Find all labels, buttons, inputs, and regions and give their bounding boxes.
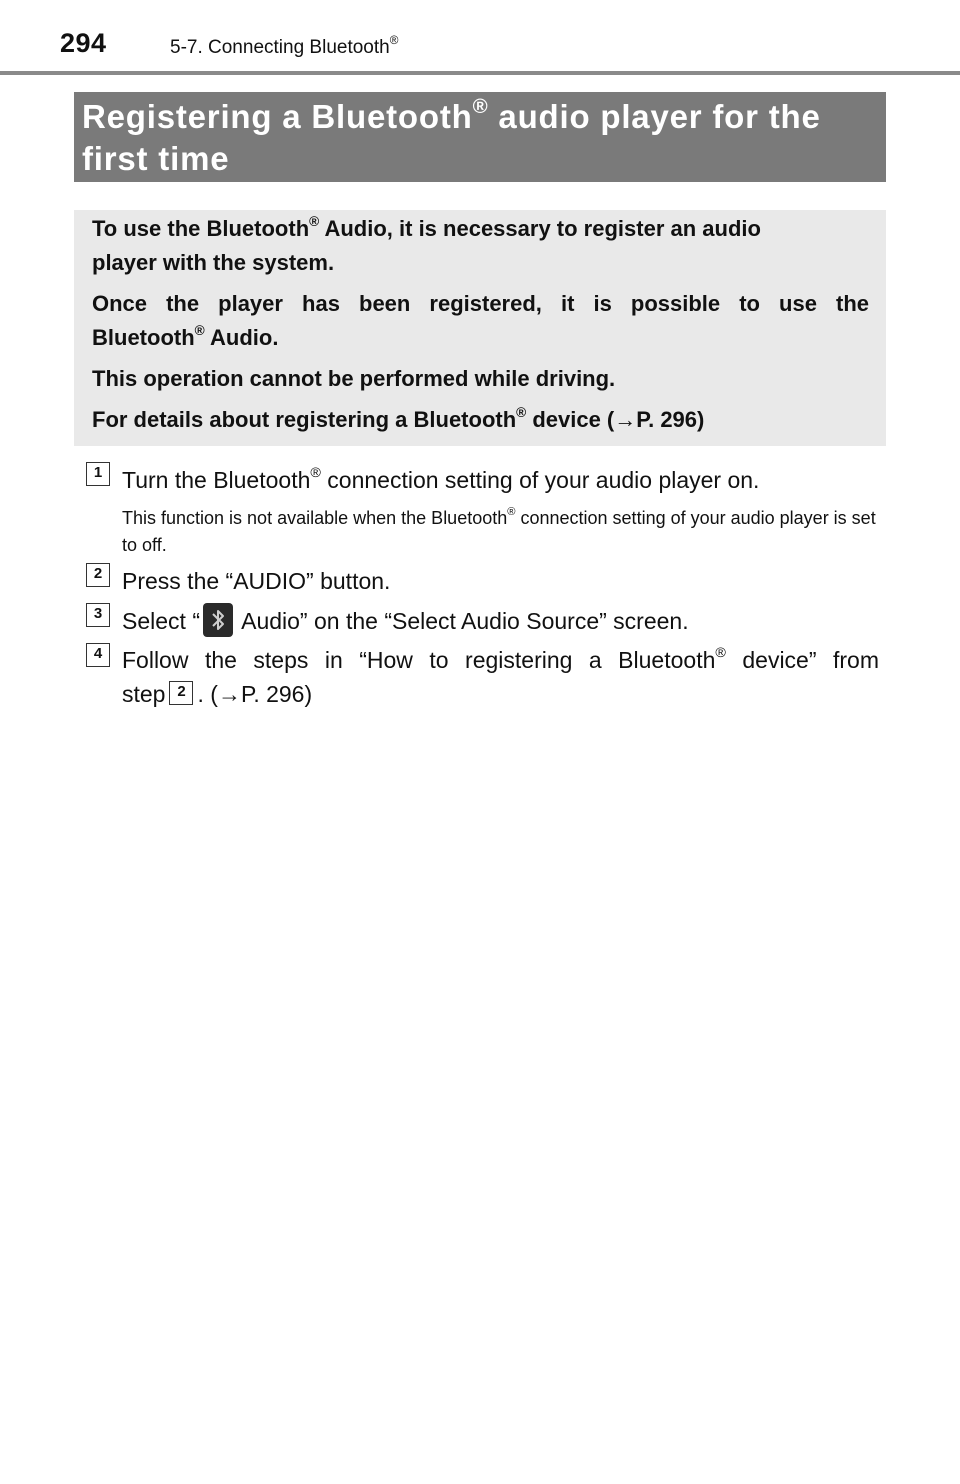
info-paragraph-1: To use the Bluetooth® Audio, it is necessary to register an audio player with the system. [92,213,761,275]
info-paragraph-2: Once the player has been registered, it is possible to use the Bluetooth® Audio. [92,291,869,350]
page-header [0,0,960,76]
step-number-3: 3 [86,603,110,627]
step-reference-2: 2 [169,681,193,705]
info-paragraph-4: For details about registering a Bluetooth® device (→P. 296) [92,404,705,432]
section-title-bar [74,92,886,182]
step-number-4: 4 [86,643,110,667]
section-title: Registering a Bluetooth® audio player for the first time [82,94,821,177]
step-number-1: 1 [86,462,110,486]
step-1-note: This function is not available when the Bluetooth® connection setting of your audio player is set to off. [122,506,876,555]
bluetooth-icon [203,603,233,637]
step-3-text: Select “ Audio” on the “Select Audio Source” screen. [122,603,879,638]
arrow-icon: → [217,681,241,707]
step-1-text: Turn the Bluetooth® connection setting of your audio player on. [122,465,760,493]
section-label: 5-7. Connecting Bluetooth® [170,33,399,58]
step-number-2: 2 [86,563,110,587]
info-box [74,210,886,446]
info-paragraph-3: This operation cannot be performed while driving. [92,366,616,391]
step-4-text: Follow the steps in “How to registering a Bluetooth® device” from step 2 . (→P. 296) [122,645,879,707]
step-2-text: Press the “AUDIO” button. [122,568,391,594]
page-number: 294 [60,28,107,58]
arrow-icon: → [614,407,637,432]
header-divider [0,71,960,75]
